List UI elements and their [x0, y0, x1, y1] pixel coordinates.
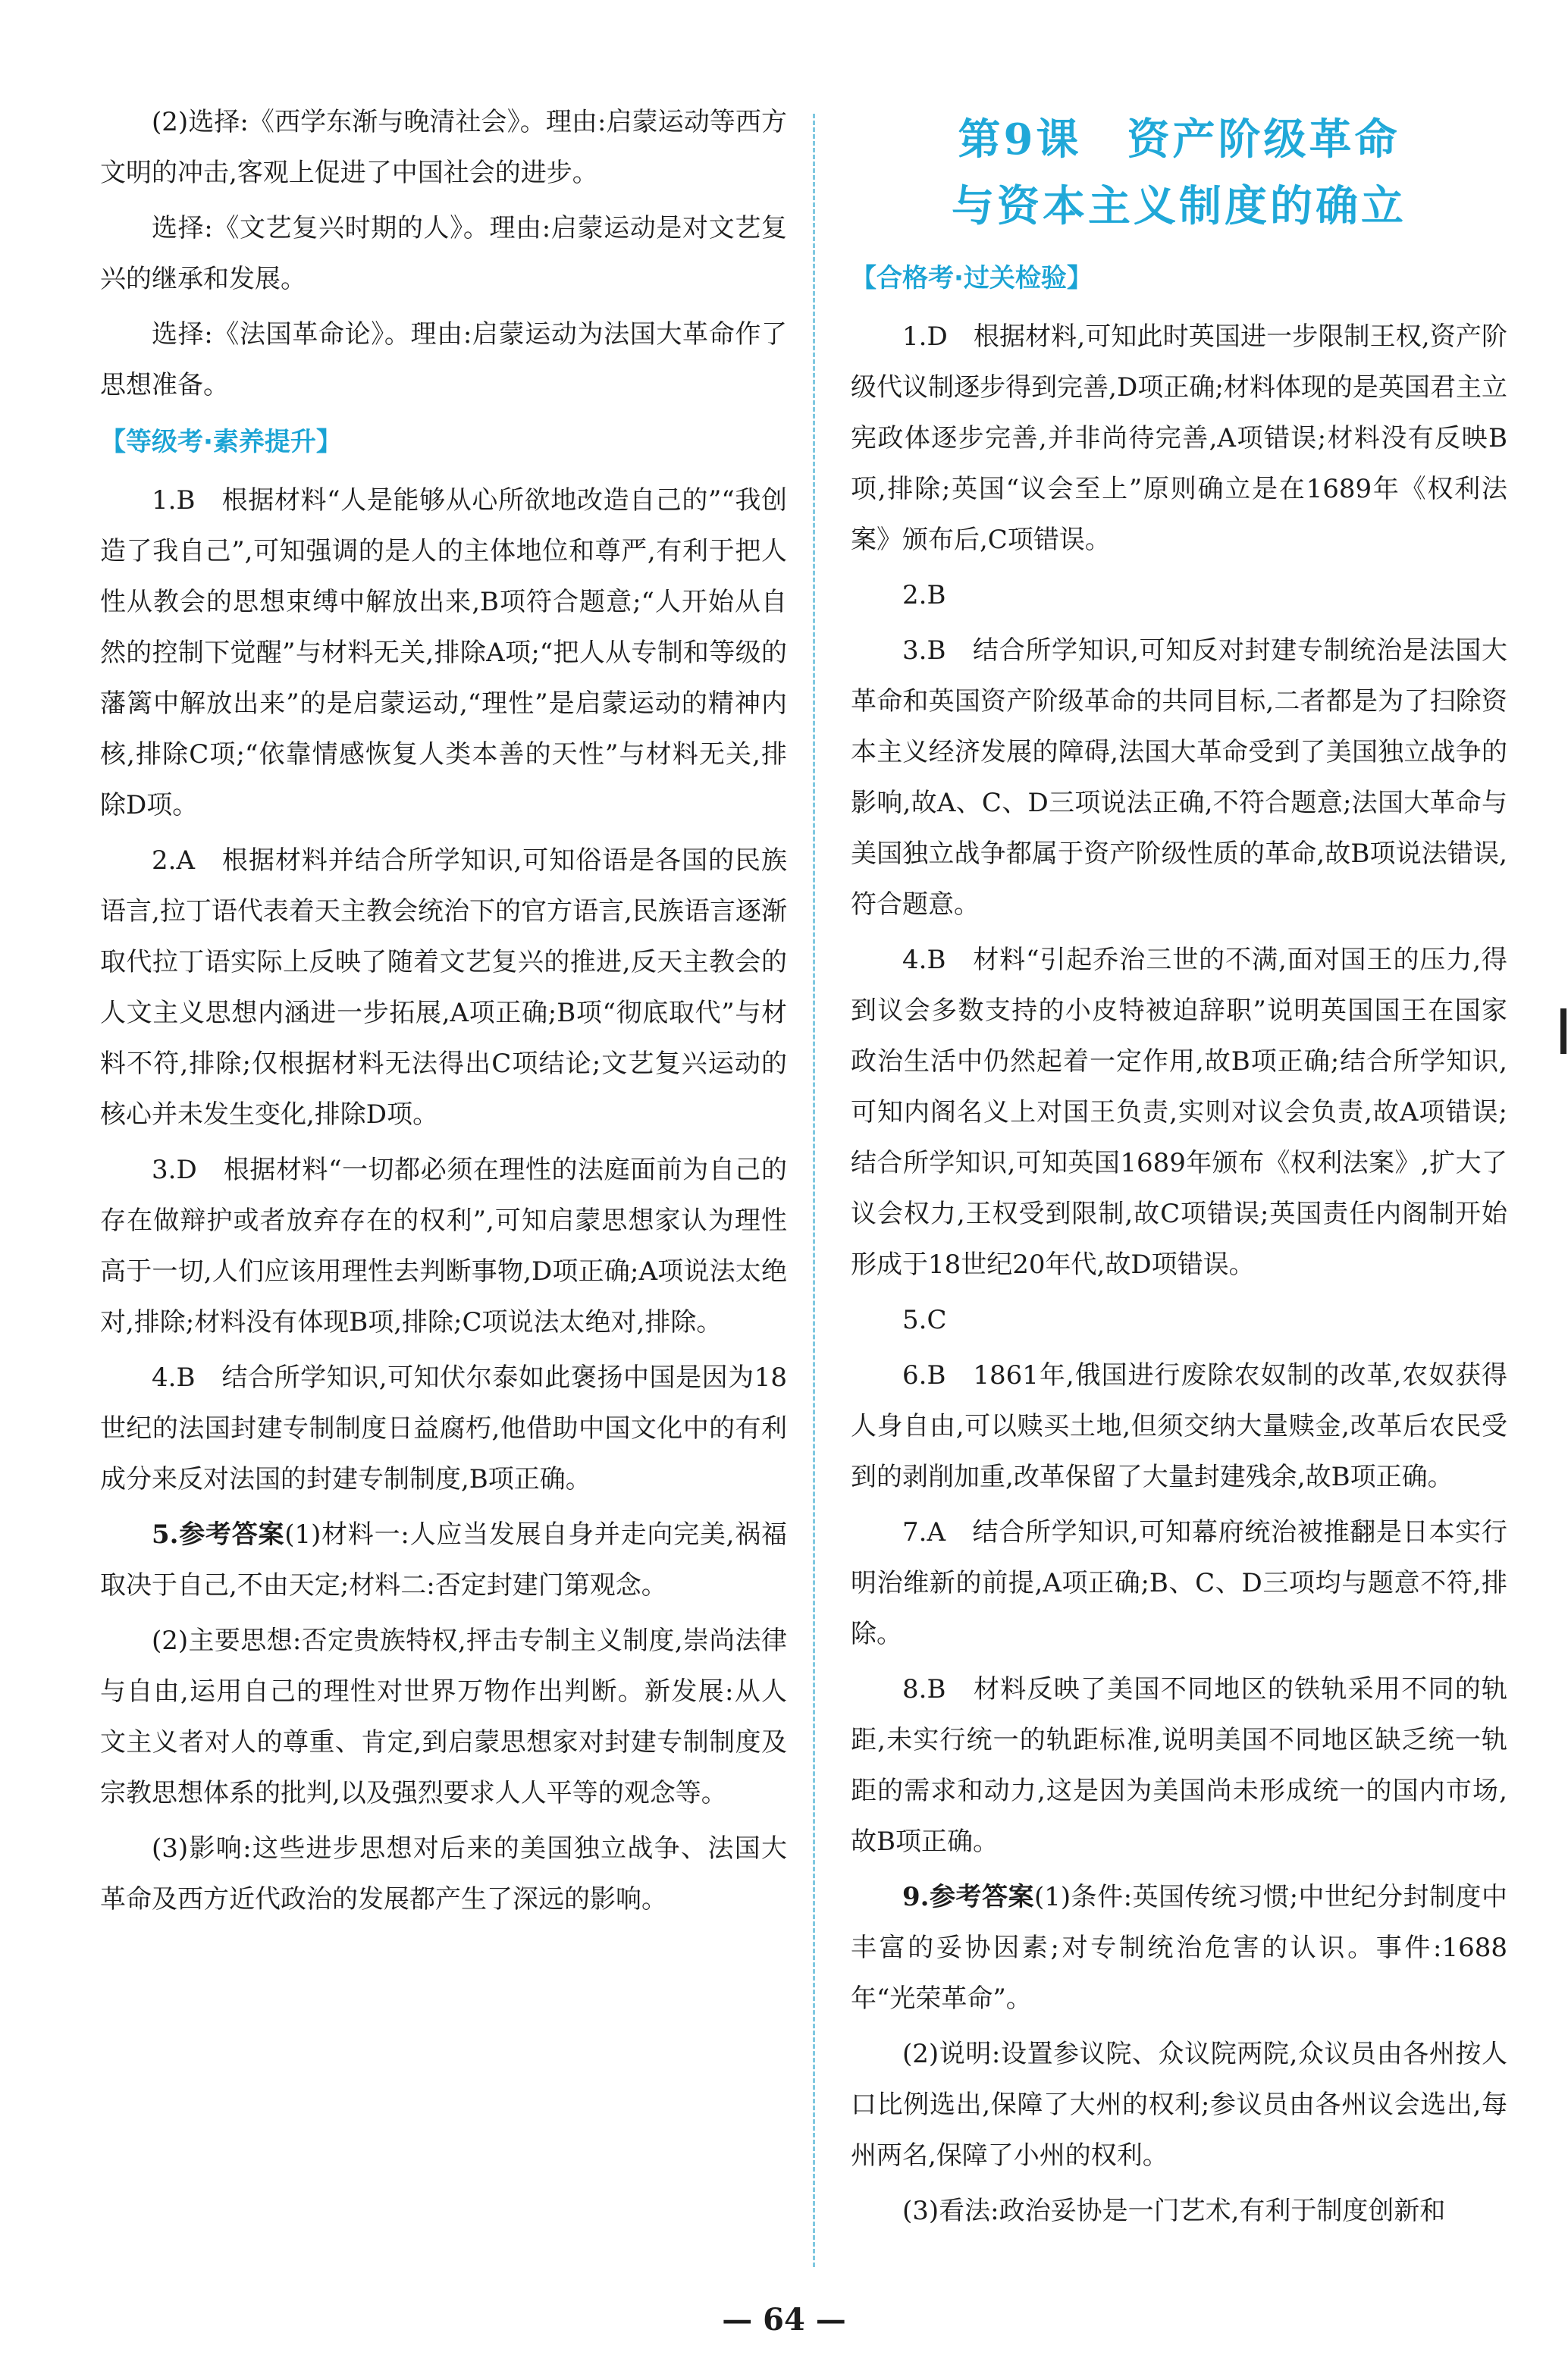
right-answer-3: 3.B 结合所学知识,可知反对封建专制统治是法国大革命和英国资产阶级革命的共同目标,二者都是为了扫除资本主义经济发展的障碍,法国大革命受到了美国独立战争的影响,故A、C、D三项说法正确,不符合题意;法国大革命与美国独立战争都属于资产阶级性质的革命,故B项说法错误,符合题意。 — [851, 635, 1507, 920]
column-divider — [813, 114, 815, 2267]
answer-9-part-1: (1)条件:英国传统习惯;中世纪分封制度中丰富的妥协因素;对专制统治危害的认识。事件:1688年“光荣革命”。 — [851, 1882, 1507, 2014]
right-answer-9-part-2: (2)说明:设置参议院、众议院两院,众议员由各州按人口比例选出,保障了大州的权利;参议员由各州议会选出,每州两名,保障了小州的权利。 — [851, 2039, 1507, 2171]
answer-5-part-1: (1)材料一:人应当发展自身并走向完美,祸福取决于自己,不由天定;材料二:否定封建门第观念。 — [100, 1519, 787, 1601]
left-intro-3: 选择:《法国革命论》。理由:启蒙运动为法国大革命作了思想准备。 — [100, 319, 787, 400]
left-answer-1: 1.B 根据材料“人是能够从心所欲地改造自己的”“我创造了我自己”,可知强调的是人的主体地位和尊严,有利于把人性从教会的思想束缚中解放出来,B项符合题意;“人开始从自然的控制下觉醒”与材料无关,排除A项;“把人从专制和等级的藩篱中解放出来”的是启蒙运动,“理性”是启蒙运动的精神内核,排除C项;“依靠情感恢复人类本善的天性”与材料无关,排除D项。 — [100, 485, 787, 820]
answer-9-label: 9.参考答案 — [902, 1882, 1034, 1912]
right-column — [851, 106, 1507, 2241]
lesson-title-line-1: 第9课 资产阶级革命 — [958, 114, 1400, 165]
left-intro-1: (2)选择:《西学东渐与晚清社会》。理由:启蒙运动等西方文明的冲击,客观上促进了中国社会的进步。 — [100, 107, 787, 188]
answer-5-label: 5.参考答案 — [152, 1519, 285, 1550]
right-answer-9-part-3: (3)看法:政治妥协是一门艺术,有利于制度创新和 — [902, 2196, 1446, 2226]
right-answer-2: 2.B — [902, 580, 946, 610]
edge-mark — [1560, 1008, 1566, 1054]
left-column — [100, 97, 787, 1930]
left-answer-5 — [100, 1510, 787, 1611]
right-answer-8: 8.B 材料反映了美国不同地区的铁轨采用不同的轨距,未实行统一的轨距标准,说明美国不同地区缺乏统一轨距的需求和动力,这是因为美国尚未形成统一的国内市场,故B项正确。 — [851, 1674, 1507, 1857]
left-intro-2: 选择:《文艺复兴时期的人》。理由:启蒙运动是对文艺复兴的继承和发展。 — [100, 213, 787, 294]
left-answer-2: 2.A 根据材料并结合所学知识,可知俗语是各国的民族语言,拉丁语代表着天主教会统治下的官方语言,民族语言逐渐取代拉丁语实际上反映了随着文艺复兴的推进,反天主教会的人文主义思想内涵进一步拓展,A项正确;B项“彻底取代”与材料不符,排除;仅根据材料无法得出C项结论;文艺复兴运动的核心并未发生变化,排除D项。 — [100, 845, 787, 1130]
left-answer-3: 3.D 根据材料“一切都必须在理性的法庭面前为自己的存在做辩护或者放弃存在的权利”,可知启蒙思想家认为理性高于一切,人们应该用理性去判断事物,D项正确;A项说法太绝对,排除;材料没有体现B项,排除;C项说法太绝对,排除。 — [100, 1155, 787, 1337]
right-answer-1: 1.D 根据材料,可知此时英国进一步限制王权,资产阶级代议制逐步得到完善,D项正确;材料体现的是英国君主立宪政体逐步完善,并非尚待完善,A项错误;材料没有反映B项,排除;英国“议会至上”原则确立是在1689年《权利法案》颁布后,C项错误。 — [851, 321, 1507, 555]
section-tag-advanced: 【等级考·素养提升】 — [100, 427, 342, 457]
left-answer-4: 4.B 结合所学知识,可知伏尔泰如此褒扬中国是因为18世纪的法国封建专制制度日益腐朽,他借助中国文化中的有利成分来反对法国的封建专制制度,B项正确。 — [100, 1363, 787, 1494]
right-answer-4: 4.B 材料“引起乔治三世的不满,面对国王的压力,得到议会多数支持的小皮特被迫辞职”说明英国国王在国家政治生活中仍然起着一定作用,故B项正确;结合所学知识,可知内阁名义上对国王负责,实则对议会负责,故A项错误;结合所学知识,可知英国1689年颁布《权利法案》,扩大了议会权力,王权受到限制,故C项错误;英国责任内阁制开始形成于18世纪20年代,故D项错误。 — [851, 945, 1507, 1280]
page-number: — 64 — — [722, 2302, 846, 2338]
lesson-title-line-2: 与资本主义制度的确立 — [952, 181, 1406, 231]
left-answer-5-part-3: (3)影响:这些进步思想对后来的美国独立战争、法国大革命及西方近代政治的发展都产生了深远的影响。 — [100, 1833, 787, 1914]
left-answer-5-part-2: (2)主要思想:否定贵族特权,抨击专制主义制度,崇尚法律与自由,运用自己的理性对世界万物作出判断。新发展:从人文主义者对人的尊重、肯定,到启蒙思想家对封建专制制度及宗教思想体系的批判,以及强烈要求人人平等的观念等。 — [100, 1626, 787, 1808]
lesson-title — [851, 106, 1507, 240]
right-answer-9 — [851, 1872, 1507, 2024]
right-answer-5: 5.C — [902, 1305, 947, 1335]
right-answer-7: 7.A 结合所学知识,可知幕府统治被推翻是日本实行明治维新的前提,A项正确;B、C、D三项均与题意不符,排除。 — [851, 1517, 1507, 1649]
section-tag-basic: 【合格考·过关检验】 — [851, 263, 1093, 293]
right-answer-6: 6.B 1861年,俄国进行废除农奴制的改革,农奴获得人身自由,可以赎买土地,但须交纳大量赎金,改革后农民受到的剥削加重,改革保留了大量封建残余,故B项正确。 — [851, 1360, 1507, 1492]
